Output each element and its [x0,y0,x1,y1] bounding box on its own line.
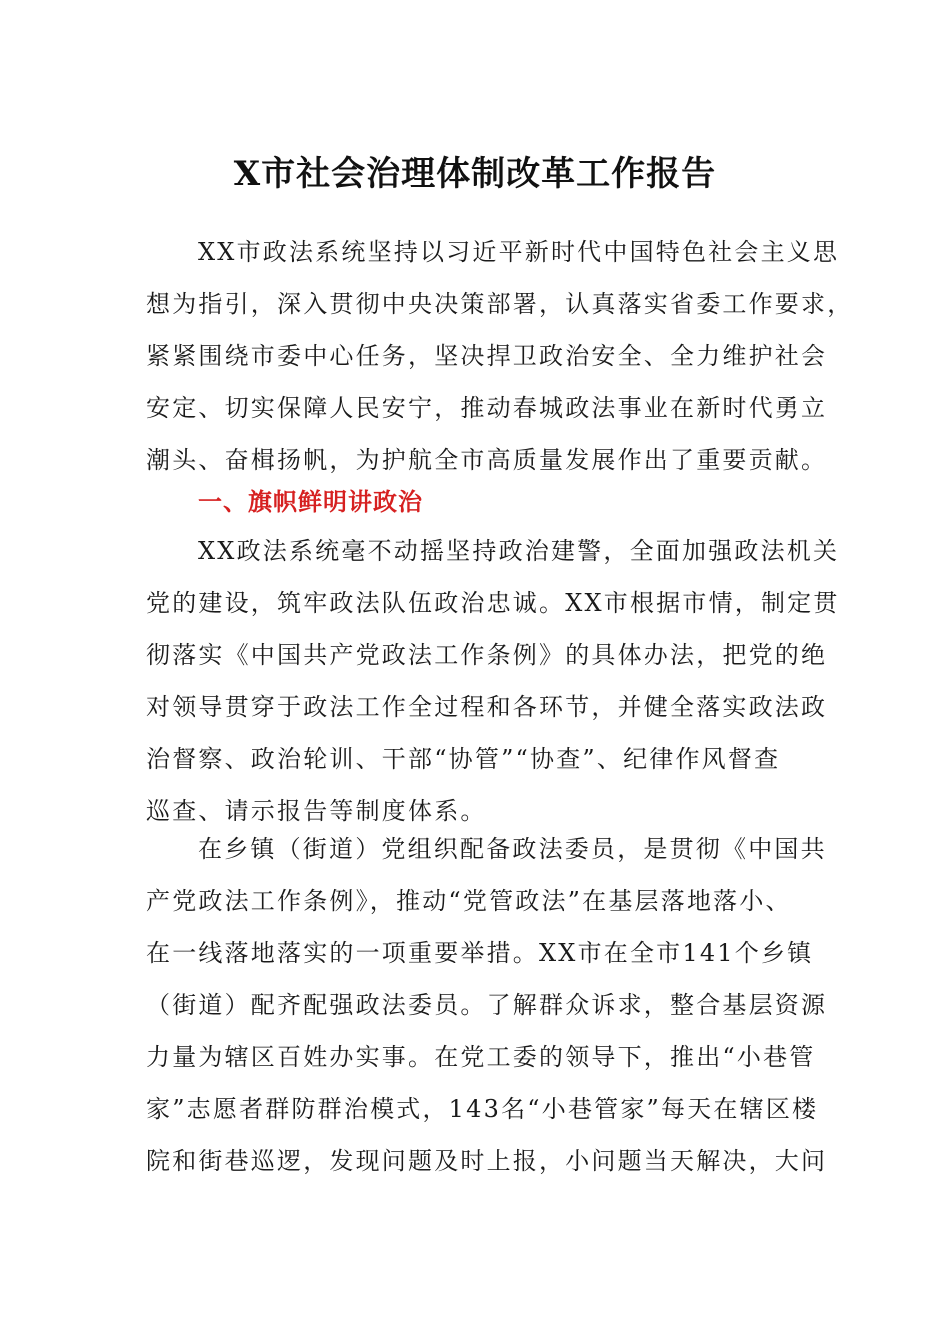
text-line: 巡查、请示报告等制度体系。 [146,797,487,825]
text-line: 安定、切实保障人民安宁，推动春城政法事业在新时代勇立 [146,394,828,422]
paragraph-township [146,823,828,1187]
text-line: XX市政法系统坚持以习近平新时代中国特色社会主义思 [198,238,840,266]
text-line: 治督察、政治轮训、干部“协管”“协查”、纪律作风督查 [146,745,781,773]
document-title: X市社会治理体制改革工作报告 [233,154,717,194]
section-heading: 一、旗帜鲜明讲政治 [198,488,423,516]
text-line: 党的建设，筑牢政法队伍政治忠诚。XX市根据市情，制定贯 [146,589,840,617]
text-line: 对领导贯穿于政法工作全过程和各环节，并健全落实政法政 [146,693,828,721]
paragraph-politics [146,525,840,837]
text-line: 想为指引，深入贯彻中央决策部署，认真落实省委工作要求， [146,290,854,318]
text-line: 紧紧围绕市委中心任务，坚决捍卫政治安全、全力维护社会 [146,342,828,370]
text-line: 院和街巷巡逻，发现问题及时上报，小问题当天解决，大问 [146,1147,828,1175]
text-line: 力量为辖区百姓办实事。在党工委的领导下，推出“小巷管 [146,1043,816,1071]
text-line: （街道）配齐配强政法委员。了解群众诉求，整合基层资源 [146,991,828,1019]
text-line: 家”志愿者群防群治模式，143名“小巷管家”每天在辖区楼 [146,1095,819,1123]
text-line: 产党政法工作条例》，推动“党管政法”在基层落地落小、 [146,887,792,915]
section-heading-block [146,476,806,528]
text-line: 在一线落地落实的一项重要举措。XX市在全市141个乡镇 [146,939,814,967]
text-line: 潮头、奋楫扬帆，为护航全市高质量发展作出了重要贡献。 [146,446,828,474]
paragraph-intro [146,226,854,486]
text-line: 在乡镇（街道）党组织配备政法委员，是贯彻《中国共 [198,835,827,863]
text-line: XX政法系统毫不动摇坚持政治建警，全面加强政法机关 [198,537,840,565]
text-line: 彻落实《中国共产党政法工作条例》的具体办法，把党的绝 [146,641,828,669]
